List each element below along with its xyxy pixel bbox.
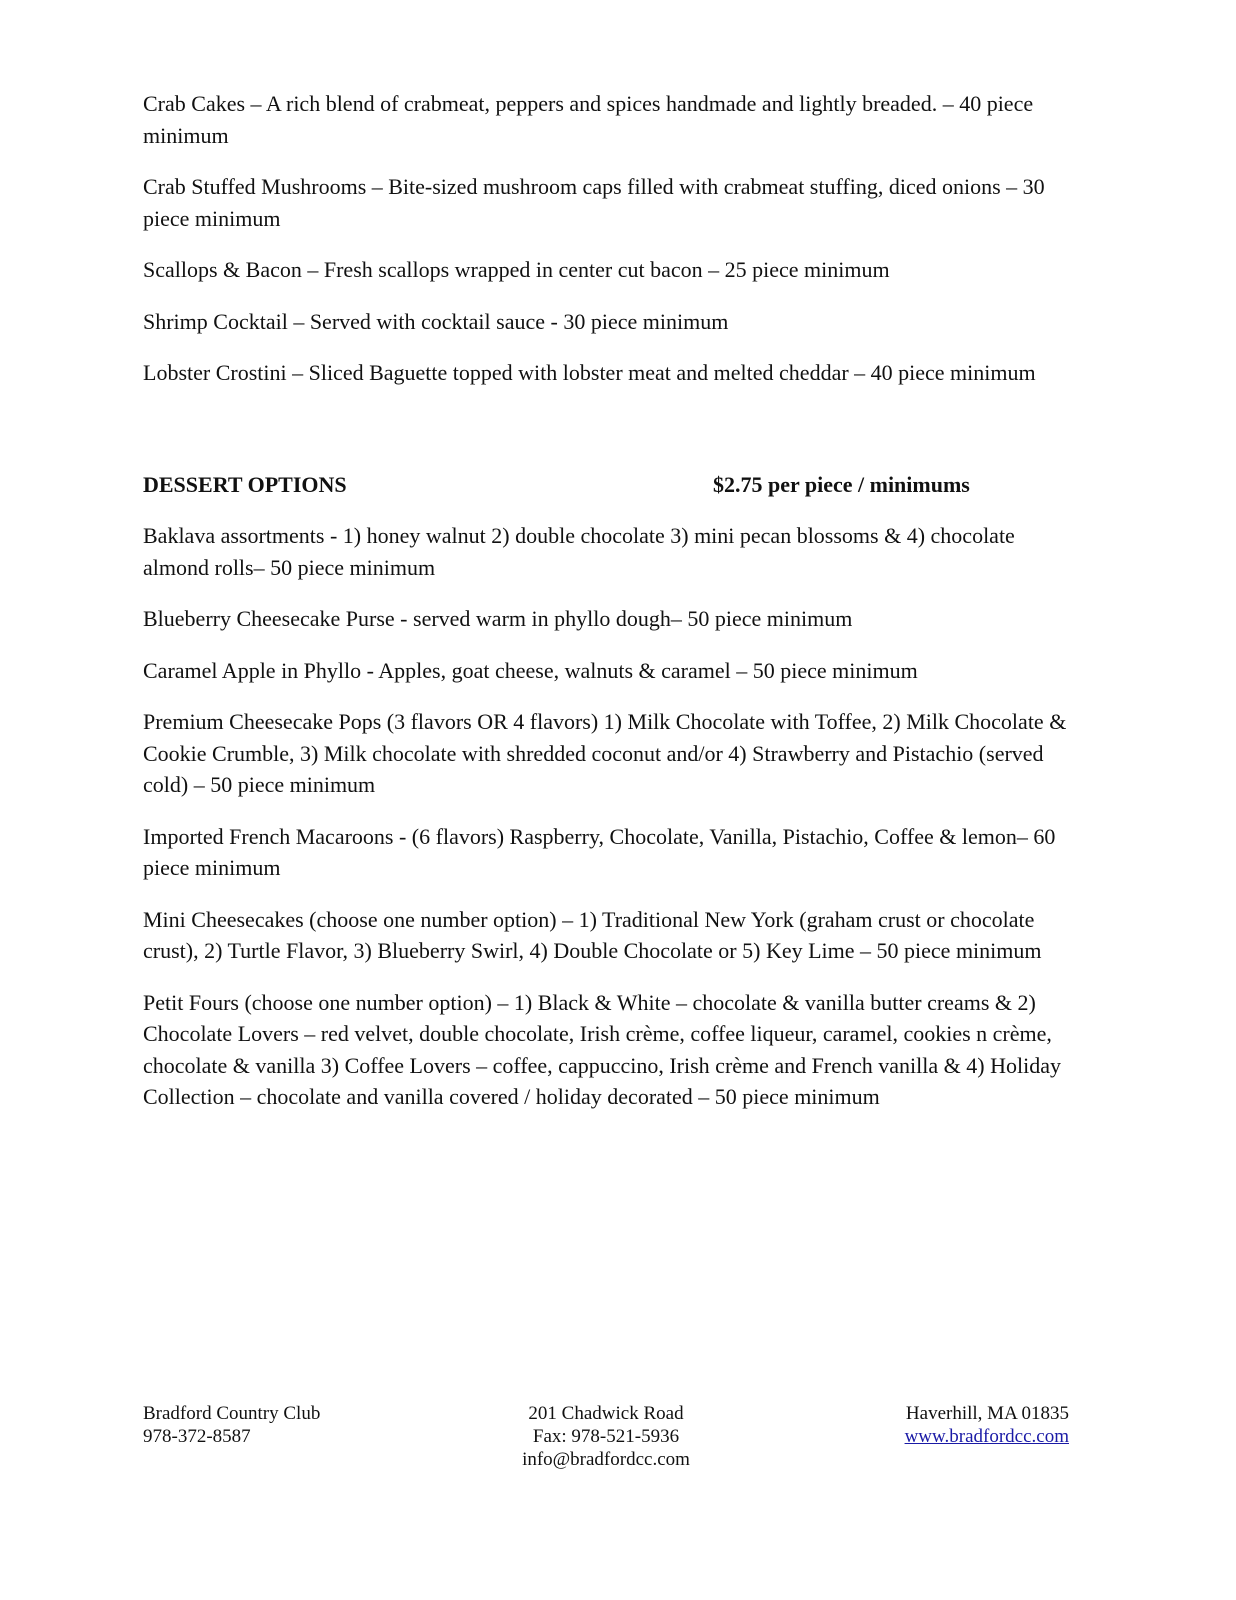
menu-item-crab-stuffed-mushrooms: Crab Stuffed Mushrooms – Bite-sized mushroom caps filled with crabmeat stuffing, diced onions – 30 piece minimum <box>143 174 1045 231</box>
dessert-item-mini-cheesecakes: Mini Cheesecakes (choose one number option) – 1) Traditional New York (graham crust or chocolate crust), 2) Turtle Flavor, 3) Blueberry Swirl, 4) Double Chocolate or 5) Key Lime – 50 piece minimum <box>143 906 1042 963</box>
footer-website-link[interactable]: www.bradfordcc.com <box>904 1426 1069 1447</box>
dessert-item-caramel-apple: Caramel Apple in Phyllo - Apples, goat cheese, walnuts & caramel – 50 piece minimum <box>143 657 918 683</box>
menu-item-scallops-bacon: Scallops & Bacon – Fresh scallops wrapped in center cut bacon – 25 piece minimum <box>143 257 890 282</box>
footer-city: Haverhill, MA 01835 <box>905 1403 1069 1424</box>
menu-item-crab-cakes: Crab Cakes – A rich blend of crabmeat, peppers and spices handmade and lightly breaded. – 40 piece minimum <box>143 91 1034 148</box>
dessert-item-baklava: Baklava assortments - 1) honey walnut 2) double chocolate 3) mini pecan blossoms & 4) chocolate almond rolls– 50 piece minimum <box>143 523 1015 580</box>
dessert-section-title: DESSERT OPTIONS <box>143 471 347 497</box>
dessert-section-header <box>143 469 1073 501</box>
footer-center <box>473 1402 739 1471</box>
footer-address: 201 Chadwick Road <box>528 1403 684 1424</box>
dessert-item-blueberry-cheesecake-purse: Blueberry Cheesecake Purse - served warm in phyllo dough– 50 piece minimum <box>143 606 853 631</box>
menu-item-lobster-crostini: Lobster Crostini – Sliced Baguette topped with lobster meat and melted cheddar – 40 piece minimum <box>143 360 1036 385</box>
footer-right <box>905 1402 1069 1448</box>
dessert-item-cheesecake-pops: Premium Cheesecake Pops (3 flavors OR 4 flavors) 1) Milk Chocolate with Toffee, 2) Milk Chocolate & Cookie Crumble, 3) Milk chocolate with shredded coconut and/or 4) Strawberry and Pistachio (served cold) – 50 piece minimum <box>143 709 1067 797</box>
footer-club-name: Bradford Country Club <box>143 1403 321 1424</box>
dessert-item-macaroons: Imported French Macaroons - (6 flavors) Raspberry, Chocolate, Vanilla, Pistachio, Coffee & lemon– 60 piece minimum <box>143 823 1056 880</box>
footer-left <box>143 1402 320 1448</box>
dessert-section-price: $2.75 per piece / minimums <box>713 471 970 497</box>
footer-fax: Fax: 978-521-5936 <box>532 1426 680 1447</box>
footer-email: info@bradfordcc.com <box>522 1449 690 1470</box>
menu-item-shrimp-cocktail: Shrimp Cocktail – Served with cocktail sauce - 30 piece minimum <box>143 308 729 334</box>
dessert-item-petit-fours: Petit Fours (choose one number option) – 1) Black & White – chocolate & vanilla butter creams & 2) Chocolate Lovers – red velvet, double chocolate, Irish crème, coffee liqueur, caramel, cookies n crème, chocolate & vanilla 3) Coffee Lovers – coffee, cappuccino, Irish crème and French vanilla & 4) Holiday Collection – chocolate and vanilla covered / holiday decorated – 50 piece minimum <box>143 989 1061 1109</box>
menu-content <box>143 88 1073 1133</box>
footer-phone: 978-372-8587 <box>143 1426 251 1447</box>
section-spacer <box>143 409 1073 469</box>
